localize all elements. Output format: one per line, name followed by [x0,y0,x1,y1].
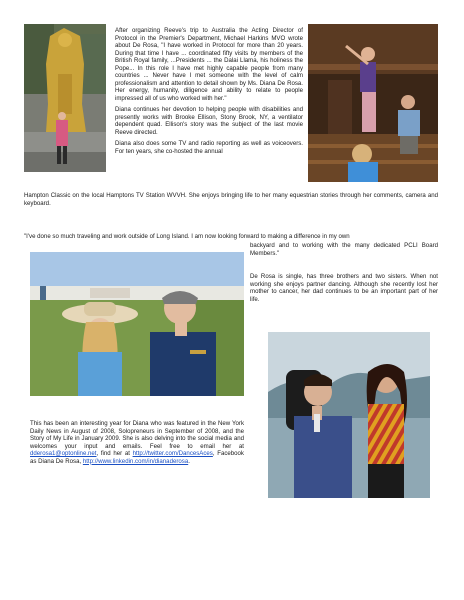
text-block-protocol [115,27,303,155]
photo-couple-hat [30,252,244,396]
photo-dancing [308,24,438,182]
media-text-end: . [188,457,190,465]
paragraph-tv-radio-end: Hampton Classic on the local Hamptons TV Station WVVH. She enjoys bringing life to her many equestrian stories through her comments, camera and keyboard. [24,192,438,207]
text-block-hampton [24,192,438,207]
text-block-family [250,273,438,303]
email-link[interactable]: dderosa1@optonline.net [30,450,97,457]
photo-wheelchair [268,332,430,498]
paragraph-disabilities: Diana continues her devotion to helping people with disabilities and presently works with Brooke Ellison, Stony Brook, NY, a ventilator dependent quad. Ellison's story was the subject of the last movie Reeve directed. [115,106,303,136]
quote-backyard: backyard and to working with the many dedicated PCLI Board Members." [250,242,438,257]
linkedin-link[interactable]: http://www.linkedin.com/in/dianaderosa [82,457,189,465]
media-text-mid: , find her at [96,450,130,457]
paragraph-media [30,420,244,465]
photo-statue [24,24,106,172]
text-block-quote-cont [250,242,438,261]
text-block-media [30,420,244,465]
text-block-quote-line [24,233,438,241]
media-text-mid2: , Facebook as Diana De Rosa, [30,450,244,465]
media-text: This has been an interesting year for Diana who was featured in the New York Daily News in August of 2008, Solopreneurs in September of 2008, and the Story of My Life in January 2009. She is also delving into the social media and welcomes your input and emails. Feel free to email her at [30,420,244,450]
twitter-link[interactable]: http://twitter.com/DancesAces [132,450,213,457]
paragraph-family: De Rosa is single, has three brothers and two sisters. When not working she enjoys partner dancing. Although she recently lost her mother to cancer, her dad continues to be an important part of her life. [250,273,438,303]
paragraph-tv-radio-start: Diana also does some TV and radio reporting as well as voiceovers. For ten years, she co-hosted the annual [115,140,303,155]
paragraph-protocol-quote: After organizing Reeve's trip to Australia the Acting Director of Protocol in the Premier's Department, Michael Harkins MVO wrote about De Rosa, "I have worked in Protocol for more than 20 years. During that time I have ... coordinated fifty visits by members of the British Royal family, ...Presidents ... the Dalai Llama, his holiness the Pope... In this role I have met highly capable people from many countries ... Never have I met someone with the level of calm professionalism and attention to detail shown by Ms. Diana De Rosa. Her energy, humanity, diligence and ability to relate to people impressed all of us who worked with her." [115,27,303,102]
quote-long-island: "I've done so much traveling and work outside of Long Island. I am now looking forward to making a difference in my own [24,233,350,240]
